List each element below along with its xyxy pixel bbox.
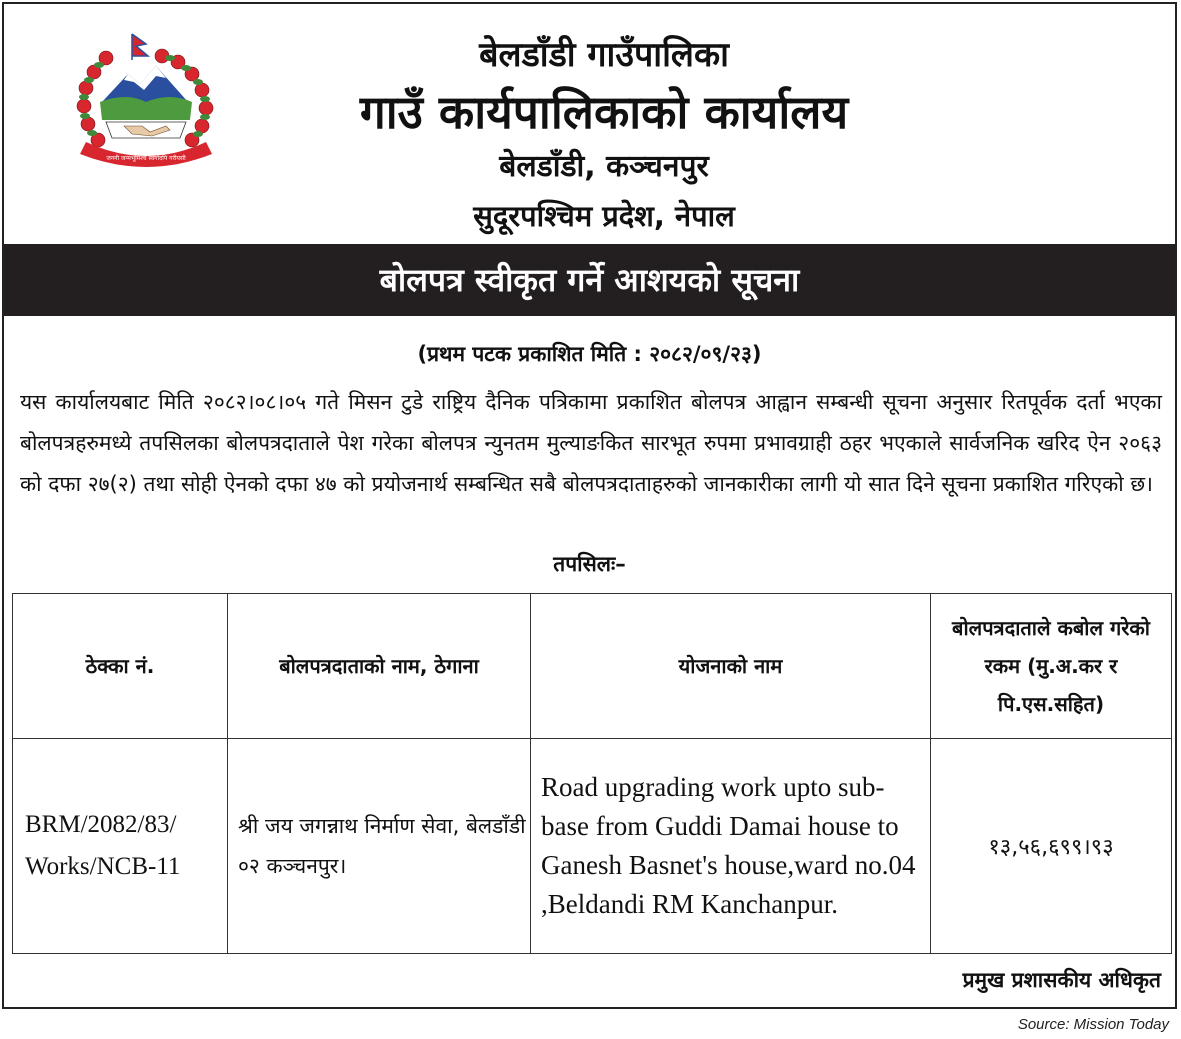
notice-title-banner xyxy=(4,244,1175,316)
office-address: बेलडाँडी, कञ्चनपुर xyxy=(499,149,709,184)
published-date: (प्रथम पटक प्रकाशित मिति : २०८२/०९/२३) xyxy=(417,342,762,366)
notice-title: बोलपत्र स्वीकृत गर्ने आशयको सूचना xyxy=(379,261,800,299)
details-heading: तपसिलः– xyxy=(553,552,626,576)
source-credit: Source: Mission Today xyxy=(1017,1016,1169,1033)
signatory-title: प्रमुख प्रशासकीय अधिकृत xyxy=(962,968,1161,992)
project-cell: Road upgrading work upto sub-base from Guddi Damai house to Ganesh Basnet's house,ward no.04 ,Beldandi RM Kanchanpur. xyxy=(531,739,931,954)
amount-cell: १३,५६,६९९।९३ xyxy=(931,739,1172,954)
office-name: गाउँ कार्यपालिकाको कार्यालय xyxy=(359,85,849,139)
header-amount: बोलपत्रदाताले कबोल गरेको रकम (मु.अ.कर र पि.एस.सहित) xyxy=(931,594,1172,739)
header-project: योजनाको नाम xyxy=(531,594,931,739)
header-bidder: बोलपत्रदाताको नाम, ठेगाना xyxy=(228,594,531,739)
table-row xyxy=(13,739,1172,954)
contract-table xyxy=(12,593,1172,954)
notice-body: यस कार्यालयबाट मिति २०८२।०८।०५ गते मिसन टुडे राष्ट्रिय दैनिक पत्रिकामा प्रकाशित बोलपत्र आह्वान सम्बन्धी सूचना अनुसार रितपूर्वक दर्ता भएका बोलपत्रहरुमध्ये तपसिलका बोलपत्रदाताले पेश गरेका बोलपत्र न्युनतम मुल्याङकित सारभूत रुपमा प्रभावग्राही ठहर भएकाले सार्वजनिक खरिद ऐन २०६३ को दफा २७(२) तथा सोही ऐनको दफा ४७ को प्रयोजनार्थ सम्बन्धित सबै बोलपत्रदाताहरुको जानकारीका लागी यो सात दिने सूचना प्रकाशित गरिएको छ। xyxy=(20,390,1162,496)
header xyxy=(4,4,1175,244)
contract-no-cell: BRM/2082/83/ Works/NCB-11 xyxy=(13,739,228,954)
province-country: सुदूरपश्चिम प्रदेश, नेपाल xyxy=(473,199,735,233)
emblem-motto: जननी जन्मभूमिश्च स्वर्गादपि गरीयसी xyxy=(106,155,186,162)
header-contract-no: ठेक्का नं. xyxy=(13,594,228,739)
municipality-name: बेलडाँडी गाउँपालिका xyxy=(479,35,729,75)
bidder-cell: श्री जय जगन्नाथ निर्माण सेवा, बेलडाँडी ०२ कञ्चनपुर। xyxy=(228,739,531,954)
notice-frame xyxy=(2,2,1177,1009)
table-header-row xyxy=(13,594,1172,739)
